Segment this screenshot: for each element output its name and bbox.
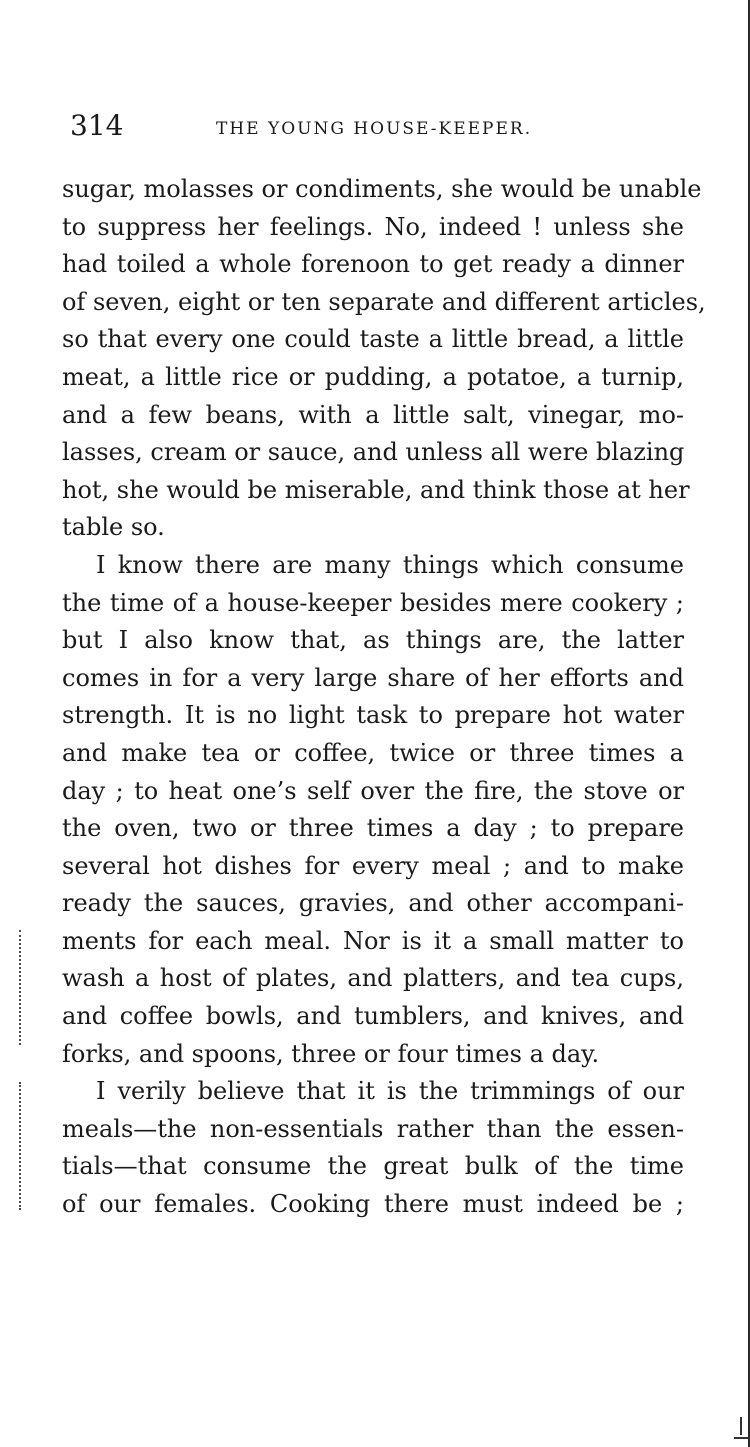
- text-line: I know there are many things which consume: [96, 550, 684, 579]
- text-line: tials—that consume the great bulk of the time: [62, 1152, 684, 1181]
- text-line: I verily believe that it is the trimmings of our: [96, 1077, 684, 1106]
- text-line: and coffee bowls, and tumblers, and knives, and: [62, 1002, 684, 1031]
- text-line: of seven, eight or ten separate and different articles,: [62, 287, 706, 316]
- corner-mark: [734, 1417, 748, 1439]
- text-line: so that every one could taste a little bread, a little: [62, 325, 684, 354]
- text-line: and a few beans, with a little salt, vinegar, mo-: [62, 400, 684, 429]
- text-line: the time of a house-keeper besides mere cookery ;: [62, 588, 684, 617]
- text-line: to suppress her feelings. No, indeed ! unless she: [62, 212, 684, 241]
- text-line: forks, and spoons, three or four times a day.: [62, 1039, 600, 1068]
- text-line: hot, she would be miserable, and think those at her: [62, 475, 690, 504]
- text-line: lasses, cream or sauce, and unless all were blazing: [62, 438, 685, 467]
- text-line: of our females. Cooking there must indeed be ;: [62, 1190, 684, 1219]
- text-line: strength. It is no light task to prepare hot water: [62, 701, 684, 730]
- text-line: comes in for a very large share of her efforts and: [62, 663, 684, 692]
- page-number: 314: [70, 109, 124, 142]
- running-title: THE YOUNG HOUSE-KEEPER.: [216, 119, 533, 139]
- margin-mark: [19, 930, 24, 1045]
- running-head: [70, 108, 670, 144]
- text-line: meals—the non-essentials rather than the essen-: [62, 1114, 684, 1143]
- text-line: sugar, molasses or condiments, she would be unable: [62, 175, 702, 203]
- text-line: day ; to heat one’s self over the fire, the stove or: [62, 776, 684, 805]
- text-line: wash a host of plates, and platters, and tea cups,: [62, 964, 684, 993]
- text-line: and make tea or coffee, twice or three times a: [62, 738, 684, 767]
- text-line: but I also know that, as things are, the latter: [62, 626, 684, 655]
- text-line: had toiled a whole forenoon to get ready a dinner: [62, 250, 684, 279]
- text-line: ready the sauces, gravies, and other accompani-: [62, 889, 684, 918]
- text-line: several hot dishes for every meal ; and to make: [62, 851, 684, 880]
- margin-mark: [19, 1082, 24, 1210]
- text-line: the oven, two or three times a day ; to prepare: [62, 814, 684, 843]
- text-line: table so.: [62, 513, 165, 542]
- text-line: meat, a little rice or pudding, a potatoe, a turnip,: [62, 362, 684, 391]
- body-text: [62, 171, 706, 1224]
- text-line: ments for each meal. Nor is it a small matter to: [62, 926, 684, 955]
